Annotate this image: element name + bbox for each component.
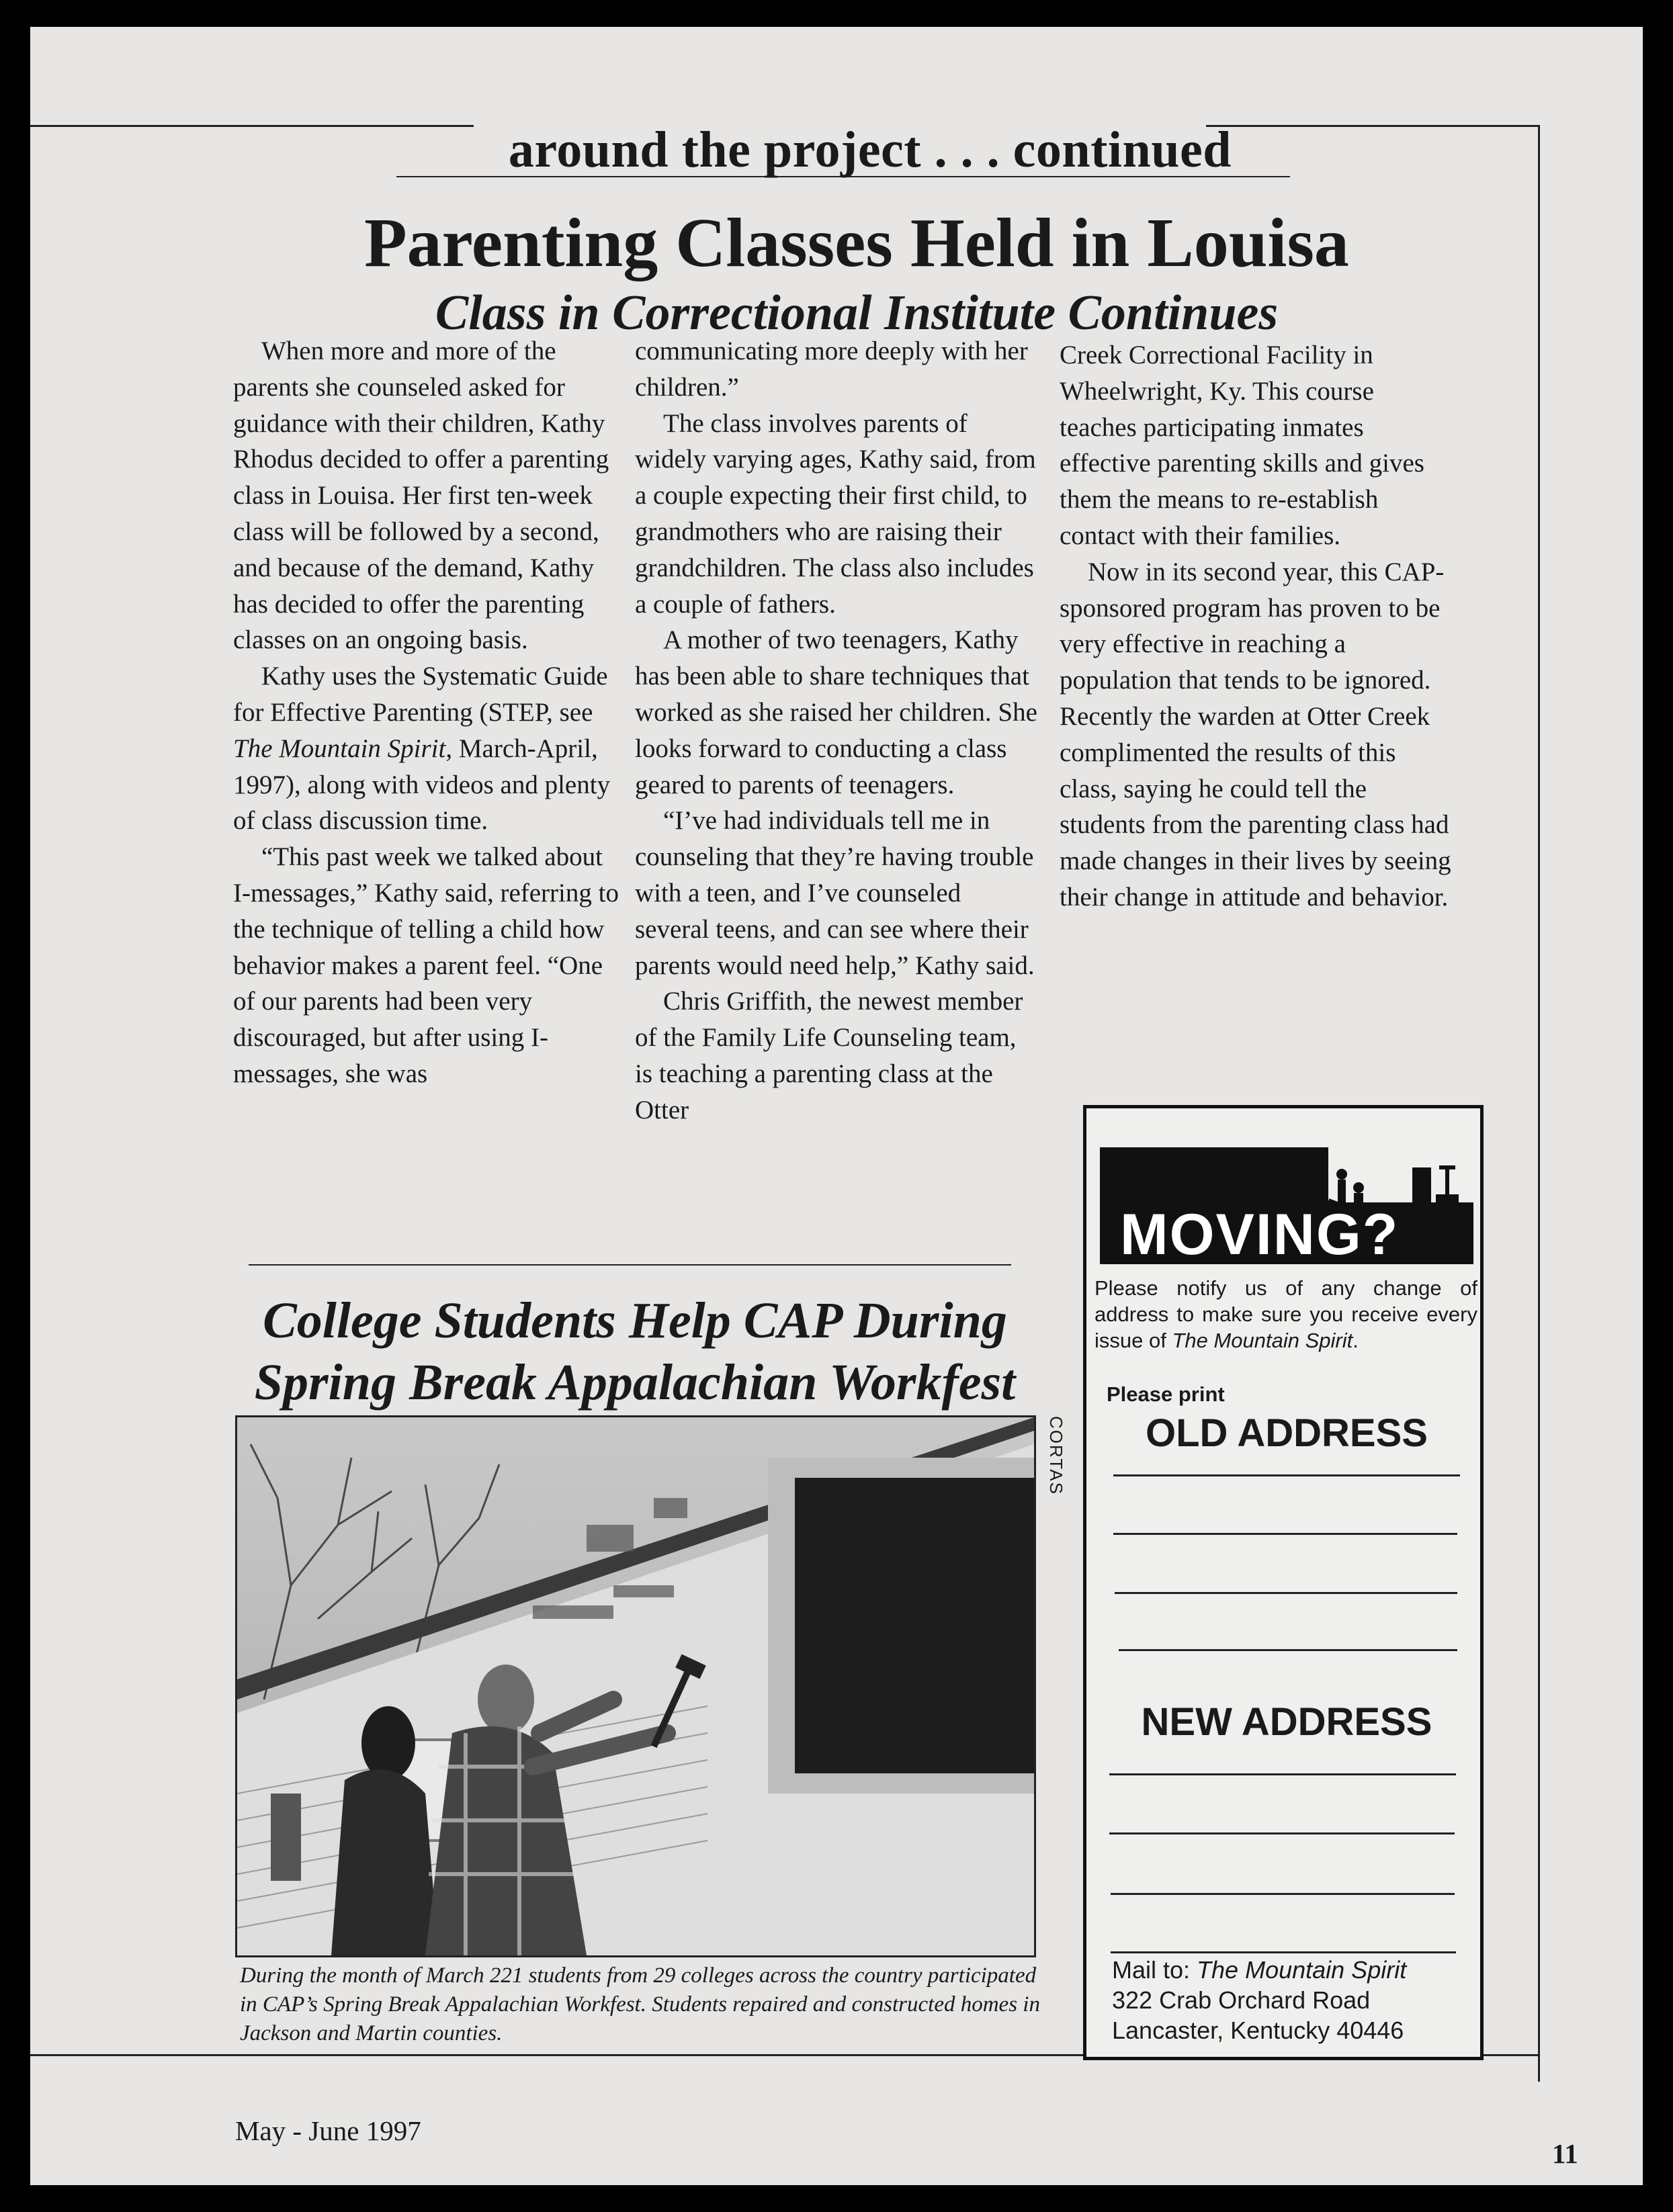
col2-paragraph-3: A mother of two teenagers, Kathy has been able to share techniques that worked as she raised her children. She looks forward to conducting a class geared to parents of teenagers. <box>635 625 1037 799</box>
col1-paragraph-2: Kathy uses the Systematic Guide for Effective Parenting (STEP, see The Mountain Spirit, March-April, 1997), along with videos and plenty of class discussion time. <box>233 662 611 836</box>
new-address-line-4[interactable] <box>1111 1951 1456 1953</box>
workfest-photo <box>235 1415 1036 1957</box>
page-number: 11 <box>1552 2138 1578 2169</box>
col2-paragraph-2: The class involves parents of widely varying ages, Kathy said, from a couple expecting their first child, to grandmothers who are raising their grandchildren. The class also includes a couple of fathers. <box>635 408 1036 619</box>
story2-headline: College Students Help CAP During Spring Break Appalachian Workfest <box>254 1292 1016 1411</box>
workfest-photo-image <box>237 1417 1034 1955</box>
new-address-line-3[interactable] <box>1111 1893 1455 1895</box>
old-address-line-3[interactable] <box>1115 1592 1457 1594</box>
mail-street: 322 Crab Orchard Road <box>1112 1986 1371 2014</box>
story1-column-1 <box>233 333 623 1092</box>
new-address-line-1[interactable] <box>1109 1773 1456 1775</box>
magazine-page <box>30 27 1643 2185</box>
please-print-label: Please print <box>1107 1382 1225 1406</box>
ad-body: Please notify us of any change of address to make sure you receive every issue of The Mountain Spirit. <box>1095 1276 1477 1352</box>
issue-date: May - June 1997 <box>235 2115 421 2146</box>
old-address-heading: OLD ADDRESS <box>1146 1411 1428 1455</box>
story1-column-2 <box>635 333 1038 1129</box>
story1-column-3 <box>1060 337 1456 916</box>
old-address-line-2[interactable] <box>1113 1533 1457 1535</box>
story1-subhead: Class in Correctional Institute Continues <box>435 285 1279 341</box>
col2-paragraph-1: communicating more deeply with her children.” <box>635 337 1028 402</box>
col1-paragraph-3: “This past week we talked about I-messages,” Kathy said, referring to the technique of telling a child how behavior makes a parent feel. “One of our parents had been very discouraged, but after using I-messages, she was <box>233 842 619 1088</box>
old-address-line-1[interactable] <box>1113 1474 1460 1476</box>
photo-credit: CORTAS <box>1046 1416 1066 1495</box>
new-address-line-2[interactable] <box>1109 1832 1455 1834</box>
moving-ad <box>1083 1105 1484 2060</box>
mail-to-address <box>1112 1955 1475 2045</box>
col1-paragraph-1: When more and more of the parents she counseled asked for guidance with their children, Kathy Rhodus decided to offer a parenting class in Louisa. Her first ten-week class will be followed by a second, and because of the demand, Kathy has decided to offer the parenting classes on an ongoing basis. <box>233 337 609 655</box>
old-address-line-4[interactable] <box>1119 1649 1457 1651</box>
top-rule-left <box>30 125 474 127</box>
col2-paragraph-4: “I’ve had individuals tell me in counseling that they’re having trouble with a teen, and I’ve counseled several teens, and can see where their parents would need help,” Kathy said. <box>635 806 1035 980</box>
col3-paragraph-1: Creek Correctional Facility in Wheelwright, Ky. This course teaches participating inmates effective parenting skills and gives them the means to re-establish contact with their families. <box>1060 341 1424 550</box>
new-address-heading: NEW ADDRESS <box>1141 1700 1432 1744</box>
col3-paragraph-2: Now in its second year, this CAP-sponsored program has proven to be very effective in reaching a population that tends to be ignored. Recently the warden at Otter Creek complimented the results of this class, saying he could tell the students from the parenting class had made changes in their lives by seeing their change in attitude and behavior. <box>1060 557 1451 912</box>
ad-title: MOVING? <box>1120 1202 1400 1267</box>
top-rule-right <box>1206 125 1540 127</box>
right-frame-rule <box>1538 125 1540 2082</box>
photo-caption: During the month of March 221 students from 29 colleges across the country participated in CAP’s Spring Break Appalachian Workfest. Students repaired and constructed homes in Jackson and Martin counties. <box>240 1963 1040 2045</box>
story1-headline: Parenting Classes Held in Louisa <box>364 204 1349 281</box>
col2-paragraph-5: Chris Griffith, the newest member of the Family Life Counseling team, is teaching a parenting class at the Otter <box>635 987 1023 1124</box>
mail-to-line: Mail to: The Mountain Spirit <box>1112 1956 1407 1984</box>
section-header: around the project . . . continued <box>508 122 1232 178</box>
story2-rule <box>249 1264 1011 1266</box>
mail-city: Lancaster, Kentucky 40446 <box>1112 2017 1404 2044</box>
